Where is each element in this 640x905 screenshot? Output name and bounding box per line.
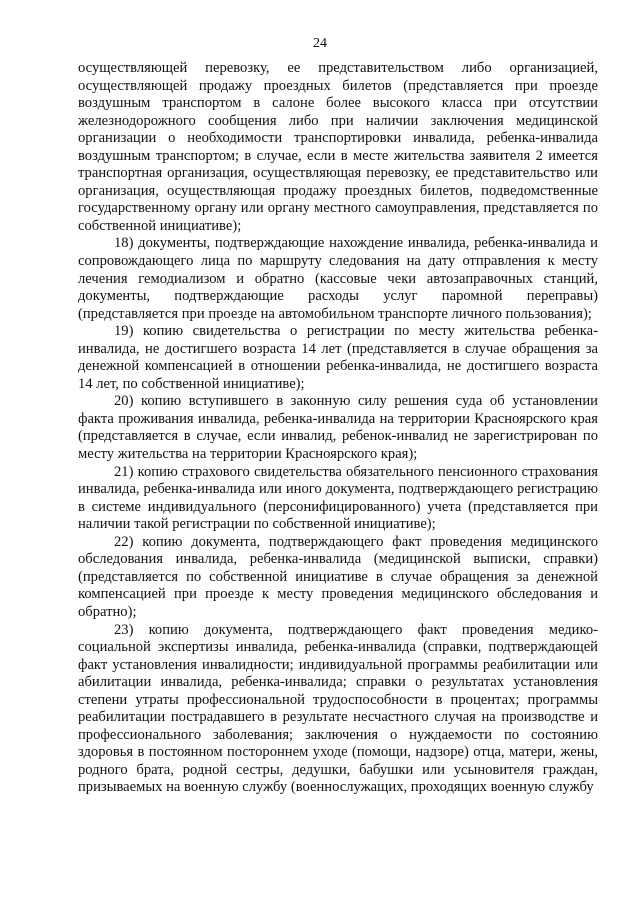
paragraph-item-20: 20) копию вступившего в законную силу решения суда об установлении факта проживания инвалида, ребенка-инвалида на территории Красноярского края (представляется в случае, если инвалид, ребенок-инвалид не зарегистрирован по месту жительства на территории Красноярского края); [78,393,598,463]
paragraph-item-18: 18) документы, подтверждающие нахождение инвалида, ребенка-инвалида и сопровождающего лица по маршруту следования на дату отправления к месту лечения гемодиализом и обратно (кассовые чеки автозаправочных станций, документы, подтверждающие расходы услуг паромной переправы) (представляется при проезде на автомобильном транспорте личного пользования); [78,235,598,322]
document-body [78,60,598,797]
paragraph-item-21: 21) копию страхового свидетельства обязательного пенсионного страхования инвалида, ребенка-инвалида или иного документа, подтверждающего регистрацию в системе индивидуального (персонифицированного) учета (представляется при наличии такой регистрации по собственной инициативе); [78,463,598,533]
paragraph-item-19: 19) копию свидетельства о регистрации по месту жительства ребенка-инвалида, не достигшего возраста 14 лет (представляется в случае обращения за денежной компенсацией в отношении ребенка-инвалида, не достигшего возраста 14 лет, по собственной инициативе); [78,323,598,392]
page-number: 24 [313,36,327,51]
paragraph-continuation: осуществляющей перевозку, ее представительством либо организацией, осуществляющей продажу проездных билетов (представляется при проезде воздушным транспортом в салоне более высокого класса при отсутствии железнодорожного сообщения либо при наличии заключения медицинской организации о необходимости транспортировки инвалида, ребенка-инвалида воздушным транспортом; в случае, если в месте жительства заявителя 2 имеется транспортная организация, осуществляющая перевозку, ее представительство или организация, осуществляющая продажу проездных билетов, подведомственные государственному органу или органу местного самоуправления, представляется по собственной инициативе); [78,60,598,234]
paragraph-item-23: 23) копию документа, подтверждающего факт проведения медико-социальной экспертизы инвалида, ребенка-инвалида (справки, подтверждающей факт установления инвалидности; индивидуальной программы реабилитации или абилитации инвалида, ребенка-инвалида; справки о результатах установления степени утраты профессиональной трудоспособности в процентах; программы реабилитации пострадавшего в результате несчастного случая на производстве и профессионального заболевания; заключения о нуждаемости по состоянию здоровья в постоянном постороннем уходе (помощи, надзоре) отца, матери, жены, родного брата, родной сестры, дедушки, бабушки или усыновителя граждан, призываемых на военную службу (военнослужащих, проходящих военную службу [78,621,598,796]
paragraph-item-22: 22) копию документа, подтверждающего факт проведения медицинского обследования инвалида, ребенка-инвалида (медицинской выписки, справки) (представляется по собственной инициативе в случае обращения за денежной компенсацией при проезде к месту проведения медицинского обследования и обратно); [78,533,598,620]
